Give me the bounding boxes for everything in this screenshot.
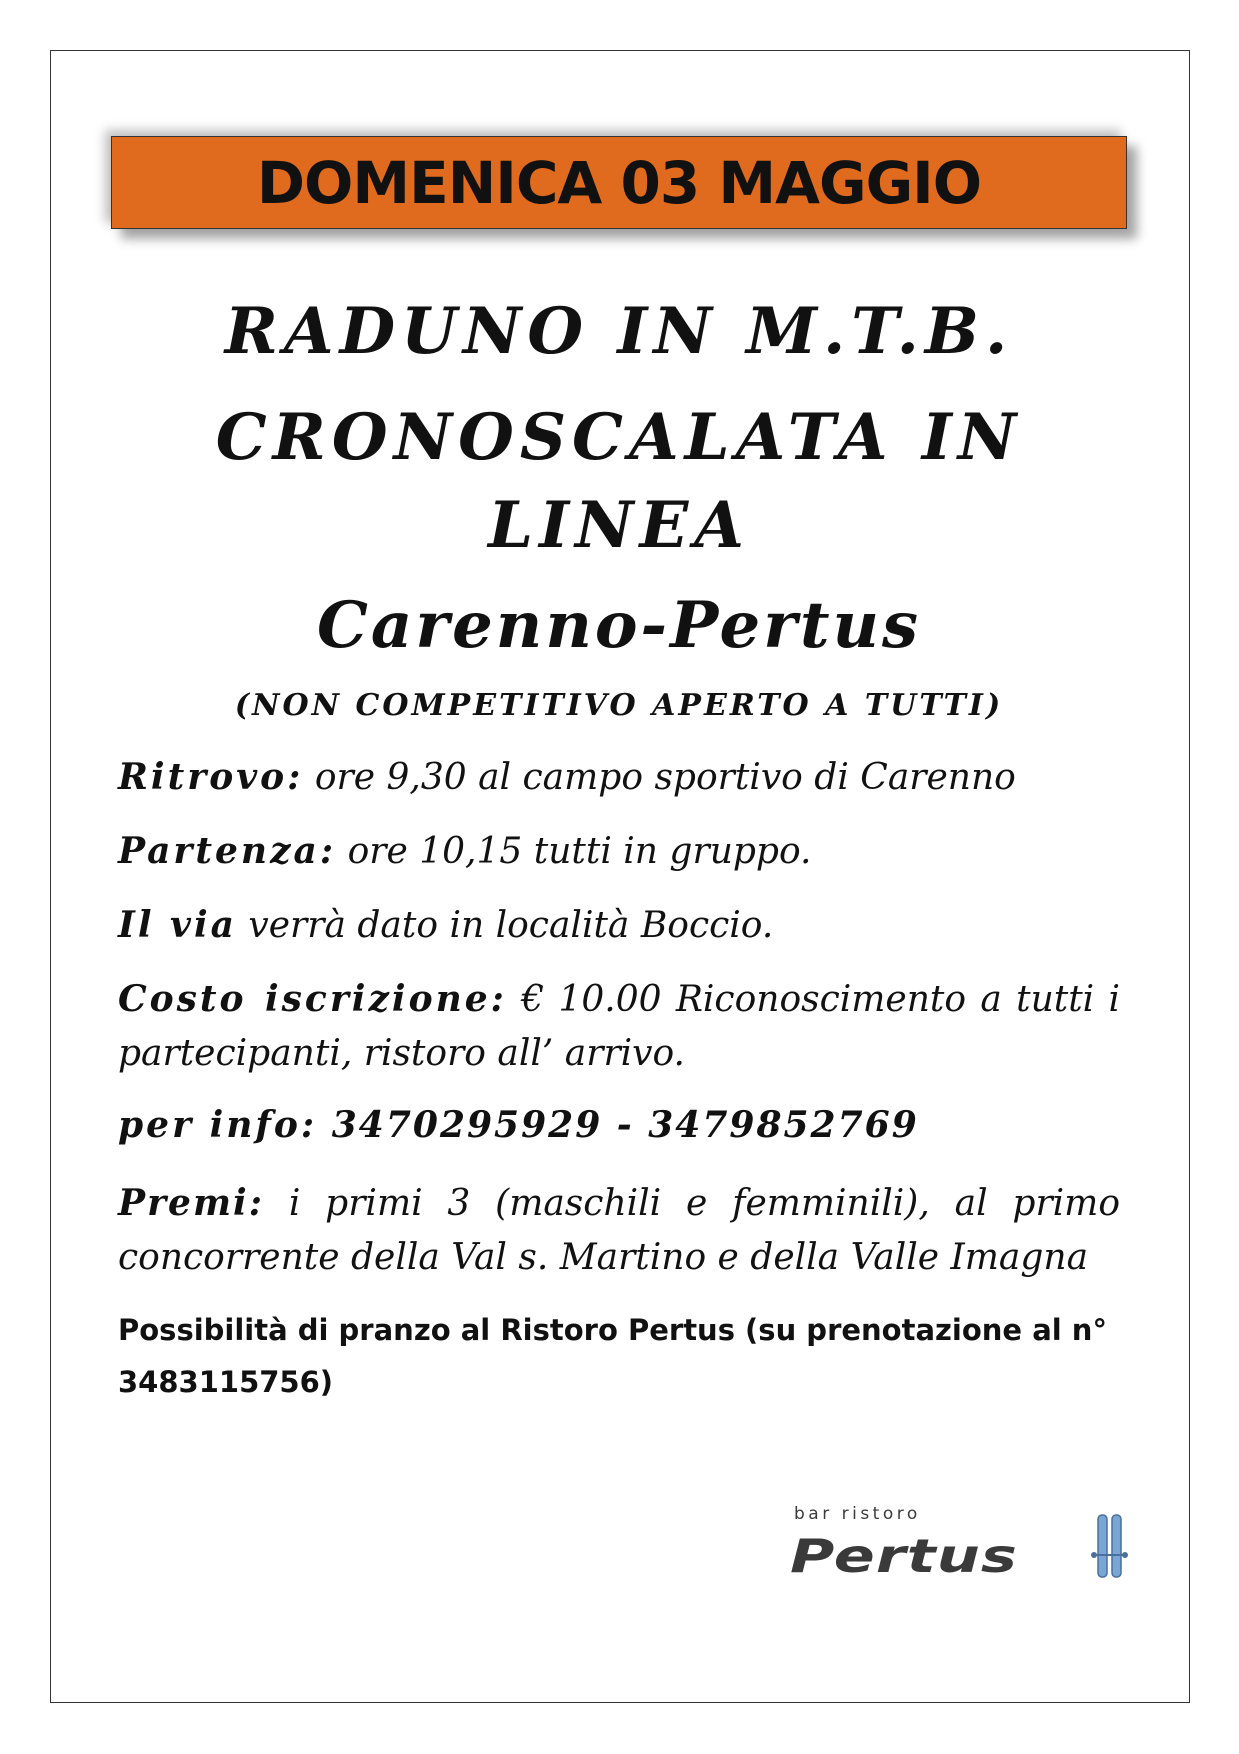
info-label: per info: xyxy=(118,1104,318,1146)
title-line-3: Carenno-Pertus xyxy=(316,588,922,663)
via-line xyxy=(118,898,1120,953)
logo-big-text: Pertus xyxy=(790,1529,1018,1584)
pertus-logo xyxy=(790,1495,1150,1595)
ritrovo-value: ore 9,30 al campo sportivo di Carenno xyxy=(303,757,1016,798)
lunch-note: Possibilità di pranzo al Ristoro Pertus (su prenotazione al n° 3483115756) xyxy=(118,1313,1107,1399)
via-label: Il via xyxy=(118,904,237,946)
ritrovo-label: Ritrovo: xyxy=(118,756,304,798)
premi-label: Premi: xyxy=(118,1182,264,1224)
date-banner xyxy=(111,136,1127,229)
event-date: DOMENICA 03 MAGGIO xyxy=(256,148,982,217)
logo-small-text: bar ristoro xyxy=(794,1504,921,1524)
premi-line xyxy=(118,1176,1120,1285)
partenza-value: ore 10,15 tutti in gruppo. xyxy=(336,831,812,872)
title-line-2: CRONOSCALATA IN LINEA xyxy=(215,400,1023,563)
ritrovo-line xyxy=(118,750,1120,805)
via-value: verrà dato in località Boccio. xyxy=(236,905,774,946)
info-phones: 3470295929 - 3479852769 xyxy=(317,1104,919,1146)
logo-graphic xyxy=(790,1495,1150,1595)
premi-value: i primi 3 (maschili e femminili), al primo concorrente della Val s. Martino e della Valle Imagna xyxy=(118,1183,1120,1278)
partenza-label: Partenza: xyxy=(118,830,337,872)
subtitle: (NON COMPETITIVO APERTO A TUTTI) xyxy=(234,688,1004,723)
costo-value: € 10.00 Riconoscimento a tutti i partecipanti, ristoro all’ arrivo. xyxy=(118,979,1121,1074)
partenza-line xyxy=(118,824,1120,879)
costo-label: Costo iscrizione: xyxy=(118,978,507,1020)
ski-icon xyxy=(1091,1515,1128,1577)
info-line xyxy=(118,1098,1120,1153)
title-line-1: RADUNO IN M.T.B. xyxy=(224,294,1014,369)
costo-line xyxy=(118,972,1120,1081)
